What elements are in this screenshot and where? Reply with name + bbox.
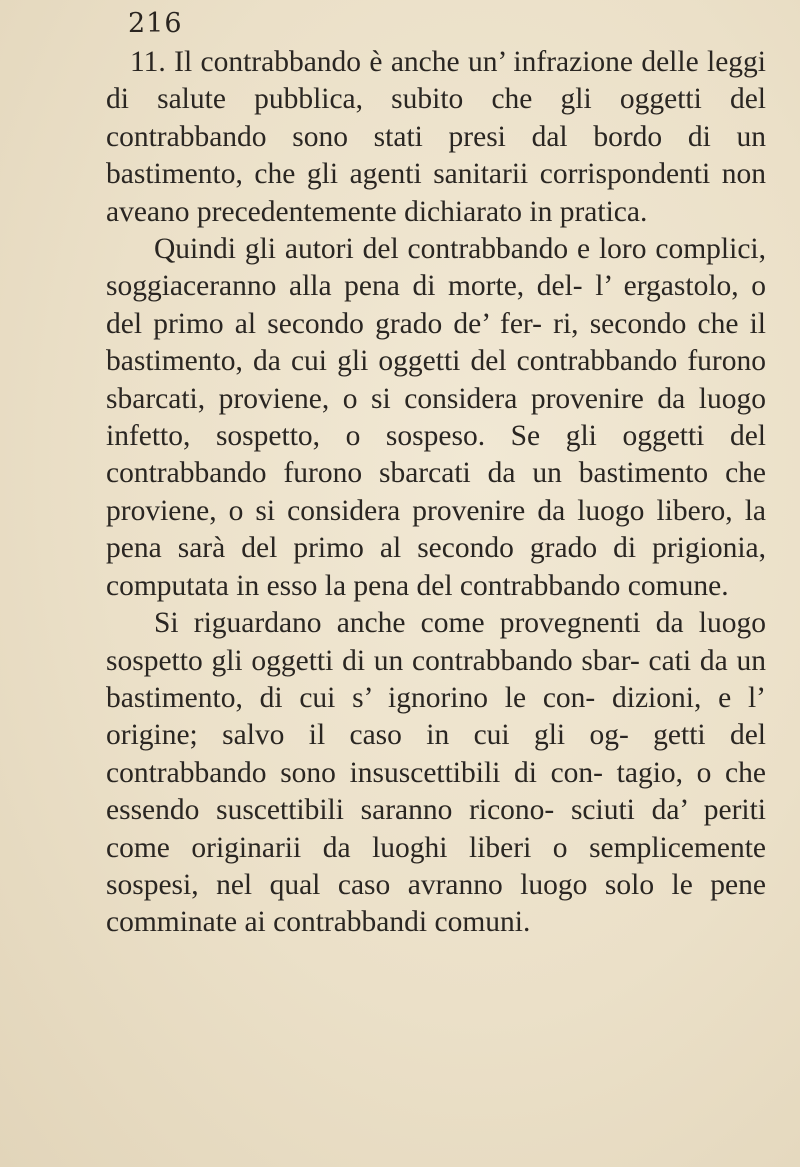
paragraph-penalties: Quindi gli autori del contrabbando e loro complici, soggiaceranno alla pena di morte, del- l’ ergastolo, o del primo al secondo grado de’ fer- ri, secondo che il bastimento, da cui gli oggetti del contrabbando furono sbarcati, proviene, o si considera provenire da luogo infetto, sospetto, o sospeso. Se gli oggetti del contrabbando furono sbarcati da un bastimento che proviene, o si considera provenire da luogo libero, la pena sarà del primo al secondo grado di prigionia, computata in esso la pena del contrabbando comune.	[106, 233, 766, 602]
body-text	[106, 44, 766, 942]
page-number: 216	[128, 8, 183, 39]
paragraph-article-11: 11. Il contrabbando è anche un’ infrazione delle leggi di salute pubblica, subito che gli oggetti del contrabbando sono stati presi dal bordo di un bastimento, che gli agenti sanitarii corrispondenti non aveano precedentemente dichiarato in pratica.	[106, 46, 766, 228]
paragraph-suspect-origin: Si riguardano anche come provegnenti da luogo sospetto gli oggetti di un contrabbando sbar- cati da un bastimento, di cui s’ ignorino le con- dizioni, e l’ origine; salvo il caso in cui gli og- getti del contrabbando sono insuscettibili di con- tagio, o che essendo suscettibili saranno ricono- sciuti da’ periti come originarii da luoghi liberi o semplicemente sospesi, nel qual caso avranno luogo solo le pene comminate ai contrabbandi comuni.	[106, 607, 766, 939]
